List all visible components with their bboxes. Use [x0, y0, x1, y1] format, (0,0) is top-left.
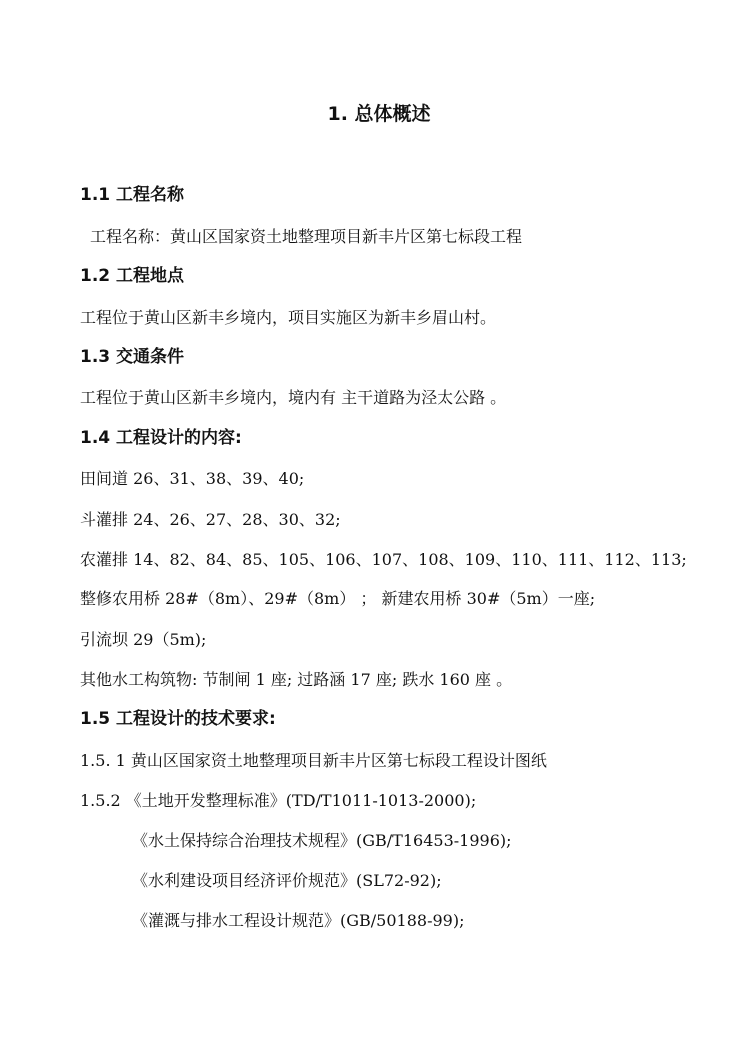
project-location-line: 工程位于黄山区新丰乡境内，项目实施区为新丰乡眉山村。	[80, 308, 497, 327]
section-heading-project-location: 1.2 工程地点	[80, 266, 185, 286]
technical-requirement-line: 1.5. 1 黄山区国家资土地整理项目新丰片区第七标段工程设计图纸	[80, 751, 547, 770]
section-heading-project-name: 1.1 工程名称	[80, 185, 185, 205]
design-content-line: 其他水工构筑物: 节制闸 1 座; 过路涵 17 座; 跌水 160 座 。	[80, 670, 513, 689]
project-name-line: 工程名称：黄山区国家资土地整理项目新丰片区第七标段工程	[90, 227, 523, 246]
document-title: 1. 总体概述	[327, 103, 431, 125]
technical-requirement-line: 1.5.2 《土地开发整理标准》(TD/T1011-1013-2000);	[80, 791, 477, 810]
technical-requirement-line: 《灌溉与排水工程设计规范》(GB/50188-99);	[132, 911, 465, 930]
technical-requirement-line: 《水利建设项目经济评价规范》(SL72-92);	[132, 871, 442, 890]
design-content-line: 整修农用桥 28#（8m）、29#（8m） ； 新建农用桥 30#（5m）一座;	[80, 589, 596, 608]
design-content-line: 农灌排 14、82、84、85、105、106、107、108、109、110、111、112、113;	[80, 550, 687, 569]
design-content-line: 田间道 26、31、38、39、40;	[80, 469, 305, 488]
traffic-line: 工程位于黄山区新丰乡境内，境内有 主干道路为泾太公路 。	[80, 388, 507, 407]
section-heading-design-content: 1.4 工程设计的内容:	[80, 428, 242, 448]
section-heading-traffic: 1.3 交通条件	[80, 347, 185, 367]
design-content-line: 斗灌排 24、26、27、28、30、32;	[80, 510, 341, 529]
design-content-line: 引流坝 29（5m);	[80, 630, 207, 649]
technical-requirement-line: 《水土保持综合治理技术规程》(GB/T16453-1996);	[132, 831, 512, 850]
section-heading-technical-requirements: 1.5 工程设计的技术要求:	[80, 709, 276, 729]
